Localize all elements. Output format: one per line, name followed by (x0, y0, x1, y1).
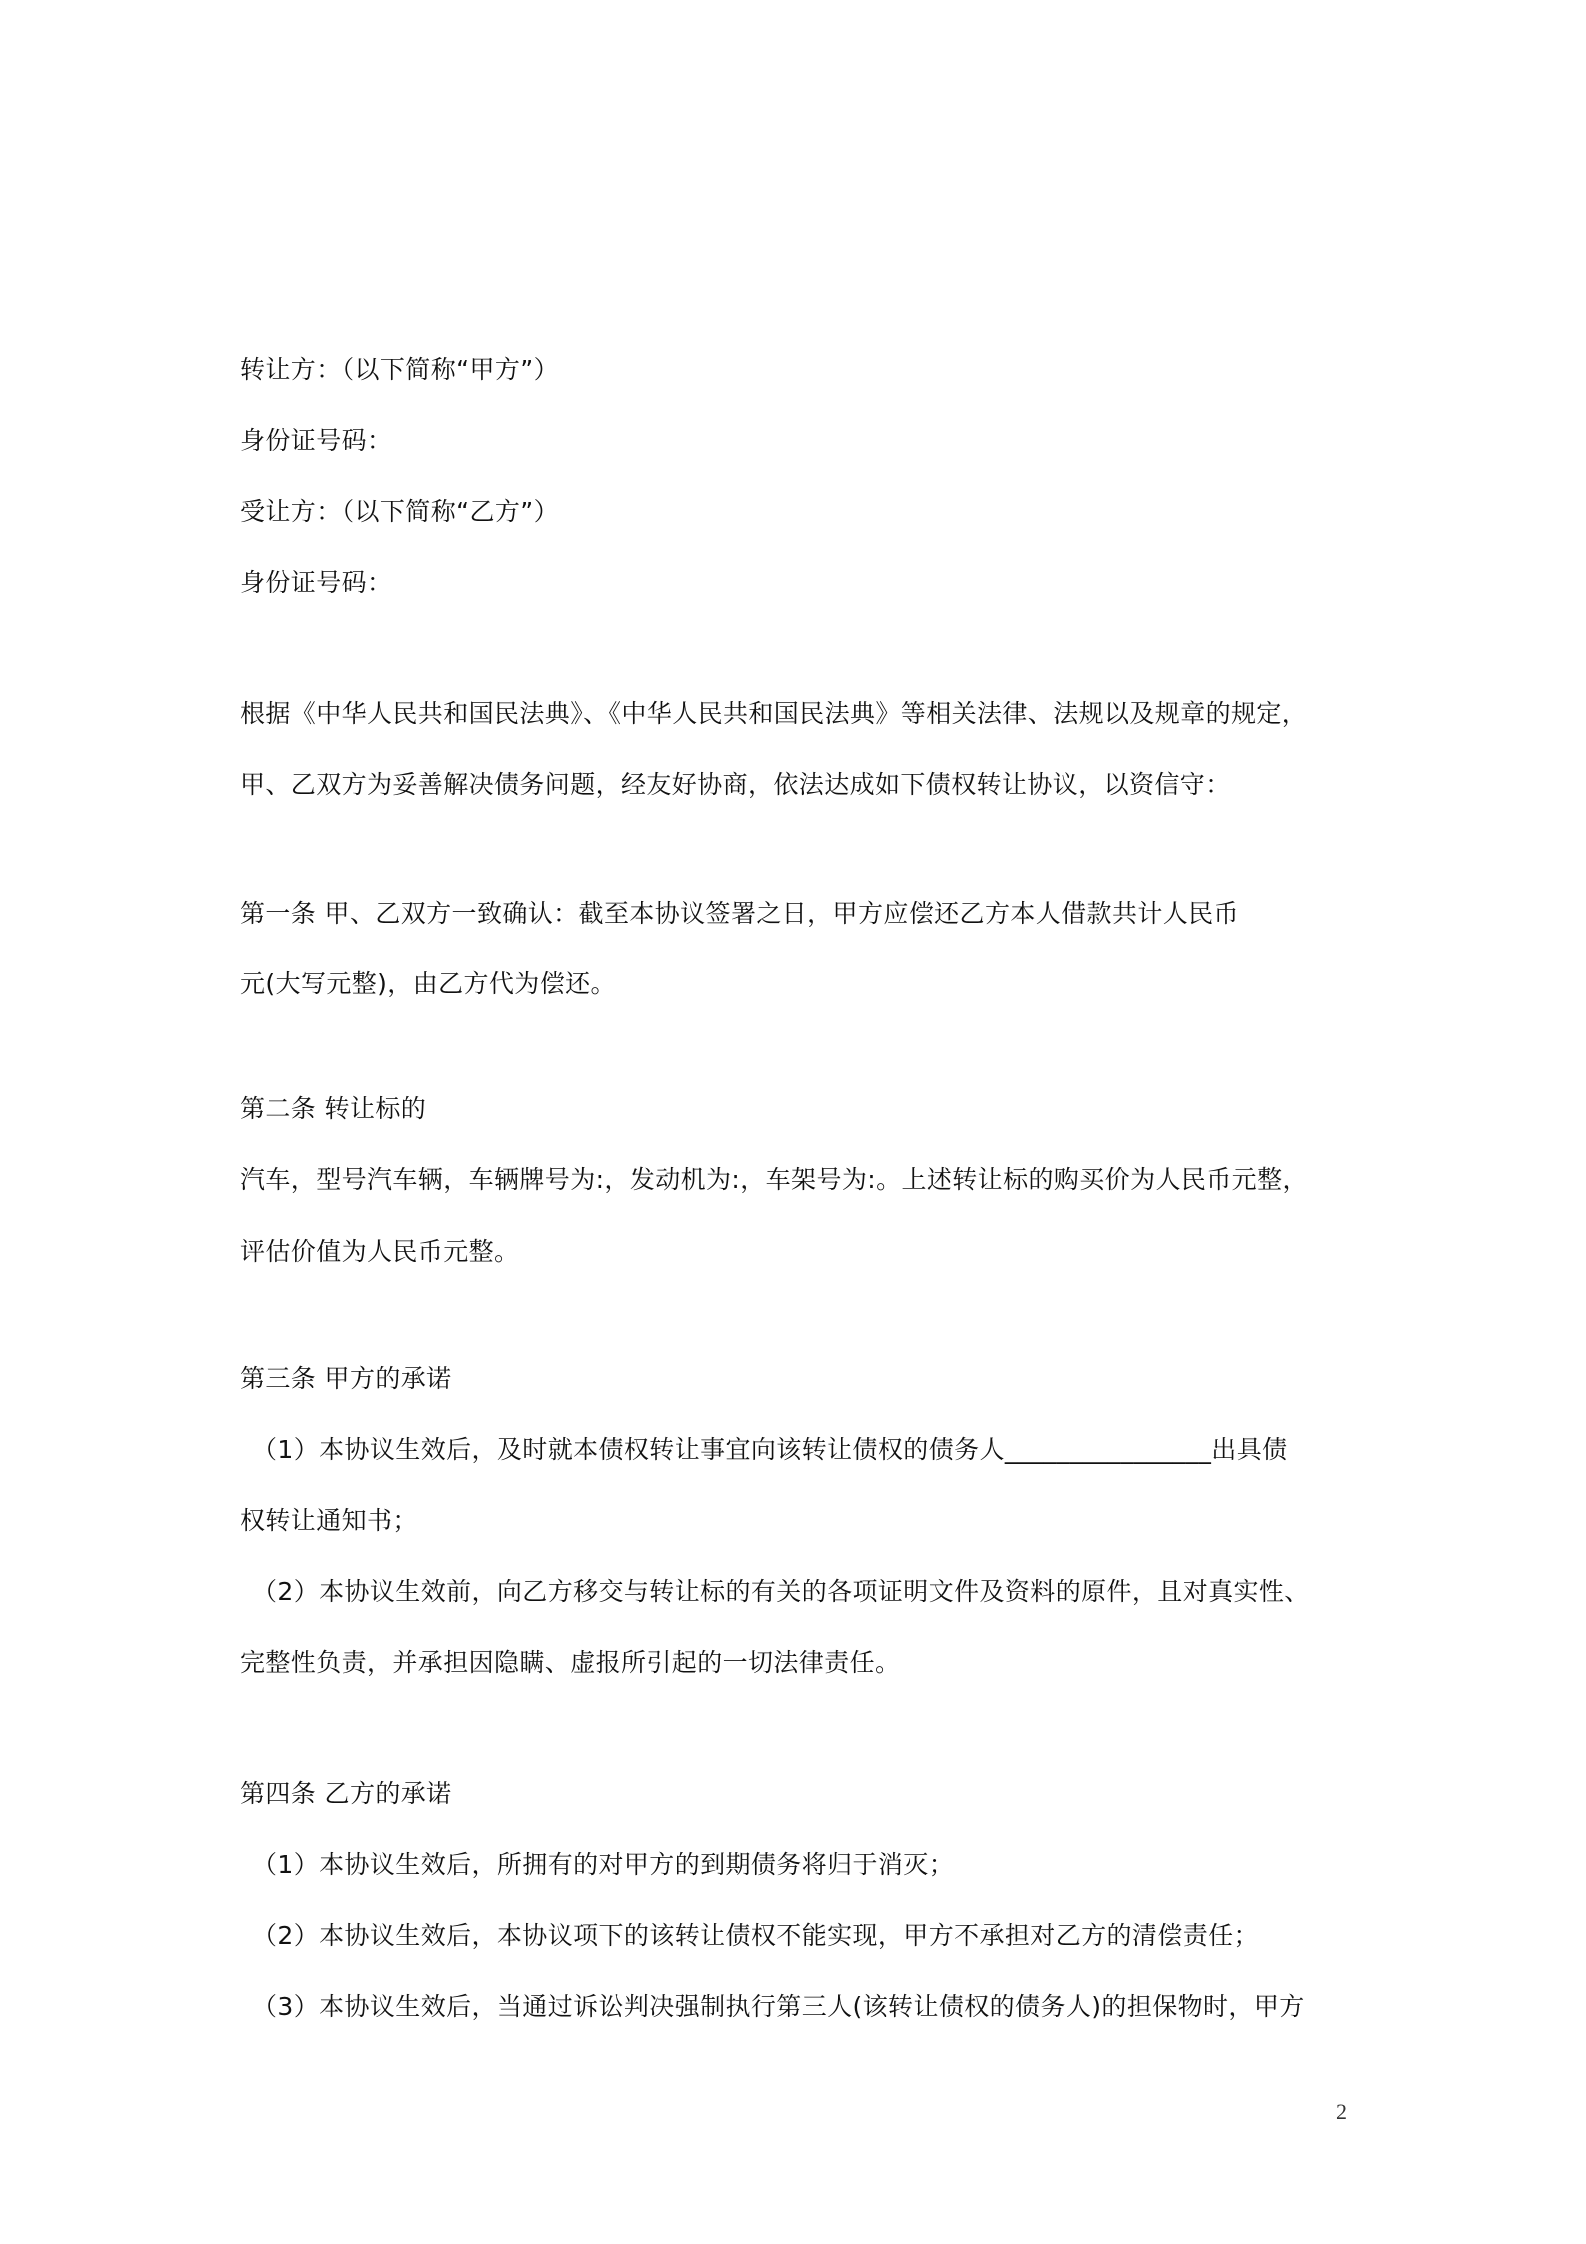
article4-title: 第四条 乙方的承诺 (240, 1779, 452, 1808)
transferor-id-line: 身份证号码： (240, 426, 393, 455)
article2-line-1: 汽车，型号汽车辆，车辆牌号为:，发动机为:，车架号为:。上述转让标的购买价为人民币元整， (240, 1165, 1308, 1194)
article1-line-2: 元(大写元整)，由乙方代为偿还。 (240, 969, 616, 998)
article3-item-1-line-2: 权转让通知书； (240, 1506, 418, 1535)
article2-line-2: 评估价值为人民币元整。 (240, 1237, 520, 1266)
article3-item-1-line-1: （1）本协议生效后，及时就本债权转让事宜向该转让债权的债务人________________出具债 (252, 1435, 1288, 1464)
preamble-line-2: 甲、乙双方为妥善解决债务问题，经友好协商，依法达成如下债权转让协议，以资信守： (240, 770, 1231, 799)
article4-item-1: （1）本协议生效后，所拥有的对甲方的到期债务将归于消灭； (252, 1850, 955, 1879)
article3-item-2-line-2: 完整性负责，并承担因隐瞒、虚报所引起的一切法律责任。 (240, 1648, 901, 1677)
transferor-line: 转让方：（以下简称“甲方”） (240, 355, 560, 384)
article3-title: 第三条 甲方的承诺 (240, 1364, 452, 1393)
transferee-id-line: 身份证号码： (240, 568, 393, 597)
article2-title: 第二条 转让标的 (240, 1094, 427, 1123)
page-number: 2 (1336, 2099, 1347, 2124)
article1-line-1: 第一条 甲、乙双方一致确认：截至本协议签署之日，甲方应偿还乙方本人借款共计人民币 (240, 899, 1239, 928)
preamble-line-1: 根据《中华人民共和国民法典》、《中华人民共和国民法典》等相关法律、法规以及规章的规定， (240, 699, 1308, 728)
article3-item-2-line-1: （2）本协议生效前，向乙方移交与转让标的有关的各项证明文件及资料的原件，且对真实性、 (252, 1577, 1310, 1606)
transferee-line: 受让方：（以下简称“乙方”） (240, 497, 560, 526)
article4-item-3: （3）本协议生效后，当通过诉讼判决强制执行第三人(该转让债权的债务人)的担保物时，甲方 (252, 1992, 1305, 2021)
article4-item-2: （2）本协议生效后，本协议项下的该转让债权不能实现，甲方不承担对乙方的清偿责任； (252, 1921, 1259, 1950)
